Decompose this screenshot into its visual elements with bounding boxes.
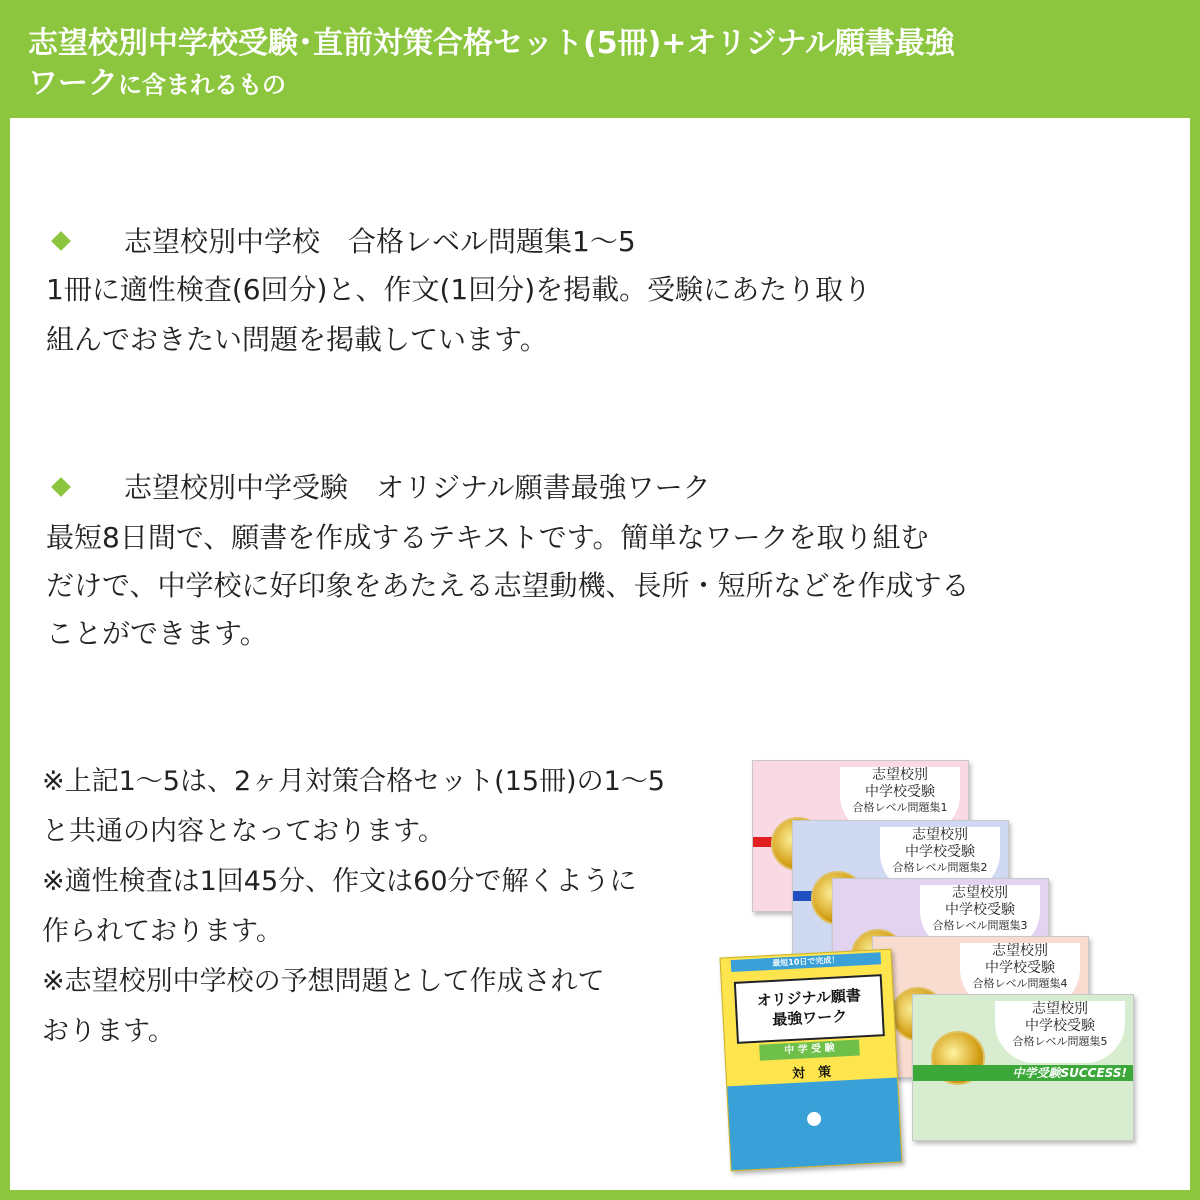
section2-body-line1: 最短8日間で、願書を作成するテキストです。簡単なワークを取り組む bbox=[46, 521, 929, 554]
section2-title-text: 志望校別中学受験 オリジナル願書最強ワーク bbox=[124, 471, 711, 504]
workbook-top-text: 最短10日で完成！ bbox=[772, 955, 840, 968]
workbook-band: 中 学 受 験 bbox=[759, 1039, 860, 1060]
book-subtitle: 合格レベル問題集1 bbox=[852, 801, 948, 814]
note-line: と共通の内容となっております。 bbox=[42, 816, 445, 847]
diamond-bullet-icon bbox=[51, 231, 71, 251]
book-title-line1: 志望校別 bbox=[872, 767, 928, 783]
book-subtitle: 合格レベル問題集5 bbox=[1012, 1035, 1108, 1048]
section2-body-line2: だけで、中学校に好印象をあたえる志望動機、長所・短所などを作成する bbox=[46, 569, 970, 602]
book-title-line2: 中学校受験 bbox=[985, 960, 1055, 976]
header-title-line2-big: ワーク bbox=[28, 66, 118, 101]
workbook-title-line2: 最強ワーク bbox=[771, 1007, 848, 1029]
workbook-title-box bbox=[734, 974, 885, 1044]
book-title-line2: 中学校受験 bbox=[865, 784, 935, 800]
header-title-line2 bbox=[28, 66, 286, 106]
book-title-line1: 志望校別 bbox=[1032, 1001, 1088, 1017]
publisher-logo-icon bbox=[807, 1112, 822, 1127]
book-title-line1: 志望校別 bbox=[952, 885, 1008, 901]
section1-body-line2: 組んでおきたい問題を掲載しています。 bbox=[46, 323, 548, 356]
header-title-line2-small: に含まれるもの bbox=[118, 71, 286, 99]
diamond-bullet-icon bbox=[51, 477, 71, 497]
section1-body-line1: 1冊に適性検査(6回分)と、作文(1回分)を掲載。受験にあたり取り bbox=[46, 273, 872, 306]
book-title-line1: 志望校別 bbox=[912, 827, 968, 843]
section2-title bbox=[48, 470, 711, 506]
note-line: ※適性検査は1回45分、作文は60分で解くように bbox=[42, 866, 637, 897]
header-banner bbox=[0, 0, 1200, 118]
section1-title-text: 志望校別中学校 合格レベル問題集1～5 bbox=[124, 225, 636, 258]
note-line: おります。 bbox=[42, 1016, 175, 1047]
note-line: ※上記1～5は、2ヶ月対策合格セット(15冊)の1～5 bbox=[42, 766, 665, 797]
workbook-title-line1: オリジナル願書 bbox=[756, 986, 862, 1010]
workbook-top-band bbox=[731, 952, 881, 972]
book-band: 中学受験SUCCESS! bbox=[913, 1065, 1133, 1081]
note-line: 作られております。 bbox=[42, 916, 283, 947]
section1-title bbox=[48, 224, 636, 260]
note-line: ※志望校別中学校の予想問題として作成されて bbox=[42, 966, 605, 997]
book-5 bbox=[912, 994, 1134, 1141]
book-title-line1: 志望校別 bbox=[992, 943, 1048, 959]
workbook-subtitle: 対 策 bbox=[791, 1064, 832, 1082]
workbook-title bbox=[736, 984, 882, 1031]
header-title-line1: 志望校別中学校受験･直前対策合格セット(5冊)+オリジナル願書最強 bbox=[28, 26, 955, 61]
workbook-cover bbox=[720, 949, 903, 1172]
book-title-line2: 中学校受験 bbox=[905, 844, 975, 860]
book-subtitle: 合格レベル問題集3 bbox=[932, 919, 1028, 932]
book-title-line2: 中学校受験 bbox=[945, 902, 1015, 918]
book-subtitle: 合格レベル問題集4 bbox=[972, 977, 1068, 990]
book-subtitle: 合格レベル問題集2 bbox=[892, 861, 988, 874]
workbook-bottom bbox=[727, 1078, 901, 1171]
book-title-box bbox=[995, 1001, 1125, 1063]
section2-body-line3: ことができます。 bbox=[46, 617, 268, 650]
book-title-line2: 中学校受験 bbox=[1025, 1018, 1095, 1034]
